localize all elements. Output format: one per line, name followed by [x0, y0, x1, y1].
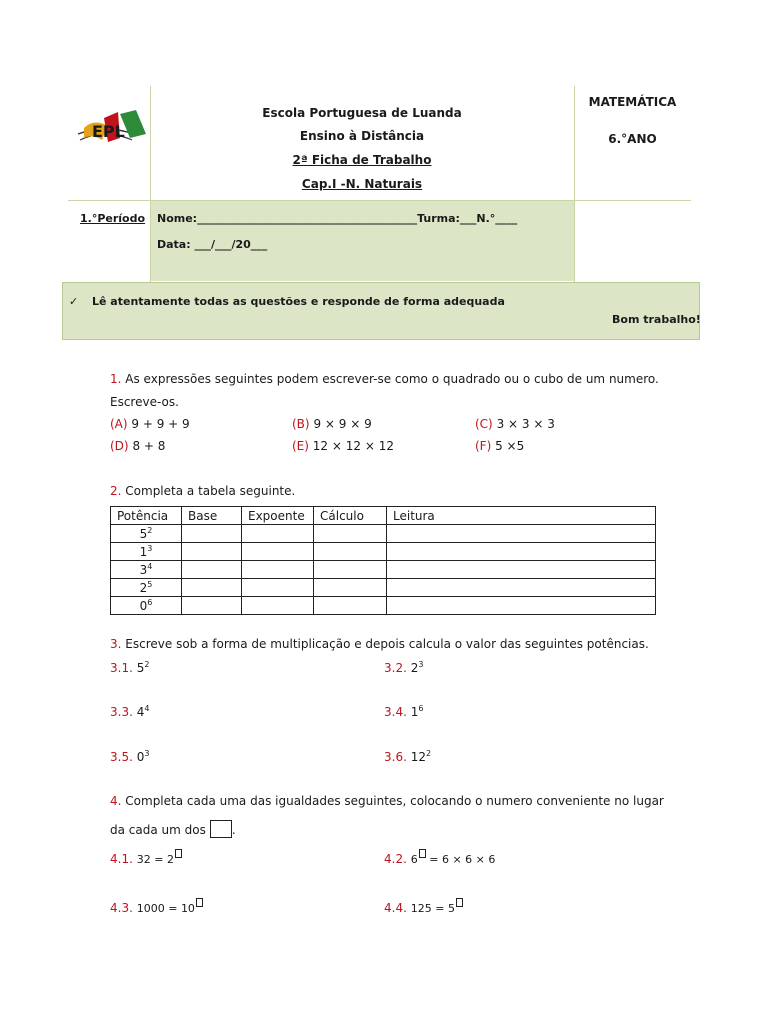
answer-cell[interactable]: [314, 525, 387, 543]
question-2-prompt: 2. Completa a tabela seguinte.: [110, 484, 296, 498]
answer-cell[interactable]: [182, 525, 242, 543]
answer-cell[interactable]: [182, 579, 242, 597]
q1-option-c: (C) 3 × 3 × 3: [475, 417, 555, 431]
table-header: Potência: [111, 507, 182, 525]
q3-item-2: 3.2. $2^3$: [384, 660, 424, 675]
grade-label: 6.°ANO: [608, 132, 657, 146]
table-header: Base: [182, 507, 242, 525]
answer-cell[interactable]: [242, 561, 314, 579]
answer-cell[interactable]: [314, 597, 387, 615]
q4-item-1: 4.1. 32 = 2: [110, 849, 182, 866]
q3-item-1: 3.1. $5^2$: [110, 660, 150, 675]
question-3-prompt: 3. Escreve sob a forma de multiplicação e depois calcula o valor das seguintes potências.: [110, 637, 649, 651]
school-logo: [74, 104, 154, 150]
name-field[interactable]: Nome:________________________________________Turma:___N.°____: [157, 212, 518, 225]
worksheet-title: 2ª Ficha de Trabalho: [292, 153, 432, 167]
answer-cell[interactable]: [314, 579, 387, 597]
teaching-mode: Ensino à Distância: [299, 129, 425, 143]
table-row: [111, 543, 656, 561]
q3-item-5: 3.5. $0^3$: [110, 749, 150, 764]
q4-item-4: 4.4. 125 = 5: [384, 898, 463, 915]
table-header: Expoente: [242, 507, 314, 525]
q1-option-e: (E) 12 × 12 × 12: [292, 439, 394, 453]
answer-cell[interactable]: [242, 579, 314, 597]
answer-cell[interactable]: [387, 597, 656, 615]
table-header-row: [111, 507, 656, 525]
question-4-prompt-cont: da cada um dos .: [110, 820, 236, 838]
q1-option-d: (D) 8 + 8: [110, 439, 166, 453]
header-divider: [68, 200, 691, 201]
instruction-text: Lê atentamente todas as questões e responde de forma adequada: [92, 295, 505, 308]
q1-option-f: (F) 5 ×5: [475, 439, 525, 453]
q1-option-a: (A) 9 + 9 + 9: [110, 417, 190, 431]
subject-label: MATEMÁTICA: [588, 95, 677, 109]
answer-cell[interactable]: [242, 597, 314, 615]
table-row: [111, 525, 656, 543]
q3-item-3: 3.3. $4^4$: [110, 704, 150, 719]
table-row: [111, 579, 656, 597]
powers-table: [110, 506, 656, 615]
answer-box-sample: [210, 820, 232, 838]
answer-box[interactable]: [419, 849, 426, 858]
q4-item-2: 4.2. 6 = 6 × 6 × 6: [384, 849, 495, 866]
answer-cell[interactable]: [387, 525, 656, 543]
power-cell: $1^3$: [111, 543, 182, 561]
answer-cell[interactable]: [387, 561, 656, 579]
closing-text: Bom trabalho!: [612, 313, 701, 326]
answer-box[interactable]: [196, 898, 203, 907]
school-name: Escola Portuguesa de Luanda: [262, 106, 462, 120]
answer-cell[interactable]: [387, 579, 656, 597]
answer-box[interactable]: [456, 898, 463, 907]
answer-cell[interactable]: [182, 597, 242, 615]
table-row: [111, 597, 656, 615]
q3-item-6: 3.6. $12^2$: [384, 749, 432, 764]
answer-cell[interactable]: [242, 543, 314, 561]
answer-cell[interactable]: [242, 525, 314, 543]
question-1-prompt: 1. As expressões seguintes podem escrever-se como o quadrado ou o cubo de um numero.: [110, 372, 659, 386]
answer-box[interactable]: [175, 849, 182, 858]
date-field[interactable]: Data: ___/___/20___: [157, 238, 268, 251]
power-cell: $2^5$: [111, 579, 182, 597]
header-divider: [574, 86, 575, 282]
q4-item-3: 4.3. 1000 = 10: [110, 898, 203, 915]
check-icon: ✓: [69, 295, 79, 308]
q1-option-b: (B) 9 × 9 × 9: [292, 417, 372, 431]
answer-cell[interactable]: [387, 543, 656, 561]
chapter-title: Cap.I -N. Naturais: [301, 177, 423, 191]
table-header: Cálculo: [314, 507, 387, 525]
power-cell: $3^4$: [111, 561, 182, 579]
instruction-panel: [62, 282, 700, 340]
answer-cell[interactable]: [182, 561, 242, 579]
logo-text: EPL: [92, 122, 125, 141]
power-cell: $0^6$: [111, 597, 182, 615]
answer-cell[interactable]: [182, 543, 242, 561]
table-header: Leitura: [387, 507, 656, 525]
question-1-prompt-cont: Escreve-os.: [110, 395, 179, 409]
period-label: 1.°Período: [80, 212, 146, 225]
question-4-prompt: 4. Completa cada uma das igualdades seguintes, colocando o numero conveniente no lugar: [110, 794, 664, 808]
answer-cell[interactable]: [314, 543, 387, 561]
power-cell: $5^2$: [111, 525, 182, 543]
table-row: [111, 561, 656, 579]
answer-cell[interactable]: [314, 561, 387, 579]
q3-item-4: 3.4. $1^6$: [384, 704, 424, 719]
